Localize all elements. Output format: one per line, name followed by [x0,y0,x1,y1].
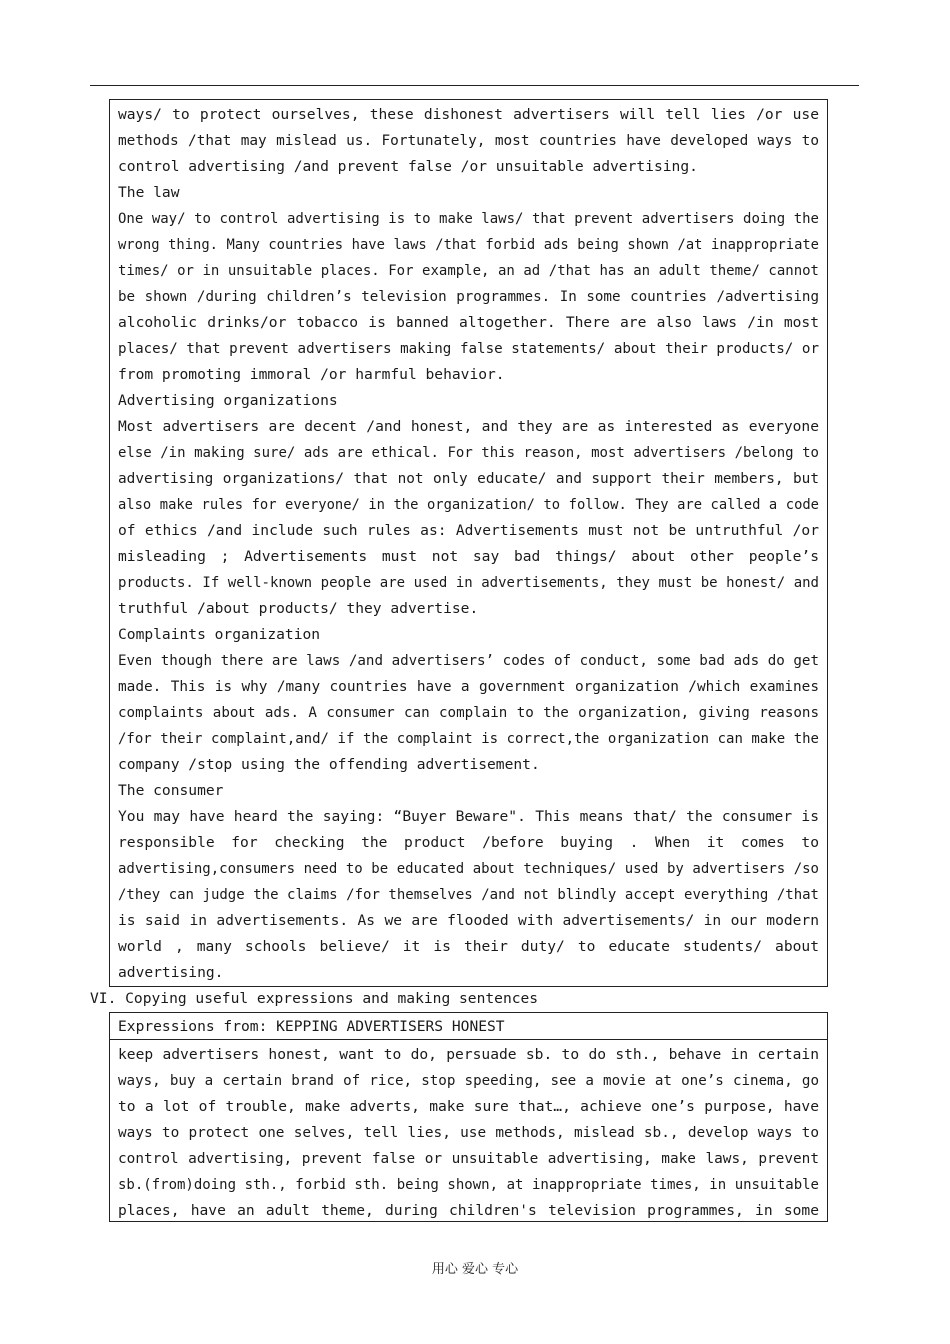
passage-subheading: The law [118,184,180,201]
text-line: from promoting immoral /or harmful behavior. [118,366,505,383]
text-line: Most advertisers are decent /and honest, and they are as interested as everyone [118,418,819,435]
text-line: is said in advertisements. As we are flooded with advertisements/ in our modern [118,912,819,929]
passage-subheading: Advertising organizations [118,392,338,409]
text-line: world , many schools believe/ it is their duty/ to educate students/ about [118,938,819,955]
text-line: made. This is why /many countries have a government organization /which examines [118,679,819,695]
section-heading: VI. Copying useful expressions and making sentences [90,990,539,1007]
text-line: advertising organizations/ that not only educate/ and support their members, but [118,471,819,487]
text-line: keep advertisers honest, want to do, persuade sb. to do sth., behave in certain [118,1046,819,1063]
text-line: advertising. [118,964,224,981]
text-line: times/ or in unsuitable places. For example, an ad /that has an adult theme/ cannot [118,263,819,279]
text-line: products. If well-known people are used in advertisements, they must be honest/ and [118,575,819,591]
text-line: Even though there are laws /and advertisers’ codes of conduct, some bad ads do get [118,653,819,669]
text-line: control advertising /and prevent false /or unsuitable advertising. [118,158,698,175]
text-line: /for their complaint,and/ if the complaint is correct,the organization can make the [118,731,819,747]
text-line: places, have an adult theme, during children's television programmes, in some [118,1202,819,1219]
expressions-table [109,1012,828,1222]
text-line: control advertising, prevent false or unsuitable advertising, make laws, prevent [118,1151,819,1167]
passage-subheading: Complaints organization [118,626,321,643]
text-line: to a lot of trouble, make adverts, make sure that…, achieve one’s purpose, have [118,1098,819,1115]
text-line: responsible for checking the product /before buying . When it comes to [118,834,819,851]
page-footer: 用心 爱心 专心 [431,1262,519,1277]
text-line: ways/ to protect ourselves, these dishonest advertisers will tell lies /or use [118,106,819,123]
text-line: advertising,consumers need to be educated about techniques/ used by advertisers /so [118,861,819,877]
text-line: methods /that may mislead us. Fortunately, most countries have developed ways to [118,133,819,149]
text-line: ways to protect one selves, tell lies, use methods, mislead sb., develop ways to [118,1125,819,1141]
text-line: also make rules for everyone/ in the organization/ to follow. They are called a code [118,497,819,513]
passage-box [109,99,828,987]
expressions-header: Expressions from: KEPPING ADVERTISERS HONEST [110,1013,827,1040]
text-line: complaints about ads. A consumer can complain to the organization, giving reasons [118,705,819,721]
text-line: alcoholic drinks/or tobacco is banned altogether. There are also laws /in most [118,314,819,331]
text-line: of ethics /and include such rules as: Advertisements must not be untruthful /or [118,522,819,539]
text-line: truthful /about products/ they advertise. [118,600,479,617]
passage-subheading: The consumer [118,782,224,799]
text-line: company /stop using the offending advertisement. [118,756,540,773]
text-line: One way/ to control advertising is to make laws/ that prevent advertisers doing the [118,211,819,227]
text-line: ways, buy a certain brand of rice, stop speeding, see a movie at one’s cinema, go [118,1073,819,1089]
text-line: You may have heard the saying: “Buyer Beware". This means that/ the consumer is [118,808,819,825]
text-line: else /in making sure/ ads are ethical. For this reason, most advertisers /belong to [118,445,819,461]
header-rule [90,85,859,86]
text-line: wrong thing. Many countries have laws /that forbid ads being shown /at inappropriate [118,237,819,253]
text-line: be shown /during children’s television programmes. In some countries /advertising [118,289,819,305]
text-line: misleading ; Advertisements must not say bad things/ about other people’s [118,548,819,565]
text-line: /they can judge the claims /for themselves /and not blindly accept everything /that [118,887,819,903]
expressions-body [110,1040,827,1224]
text-line: sb.(from)doing sth., forbid sth. being shown, at inappropriate times, in unsuitable [118,1177,819,1193]
text-line: places/ that prevent advertisers making false statements/ about their products/ or [118,341,819,357]
